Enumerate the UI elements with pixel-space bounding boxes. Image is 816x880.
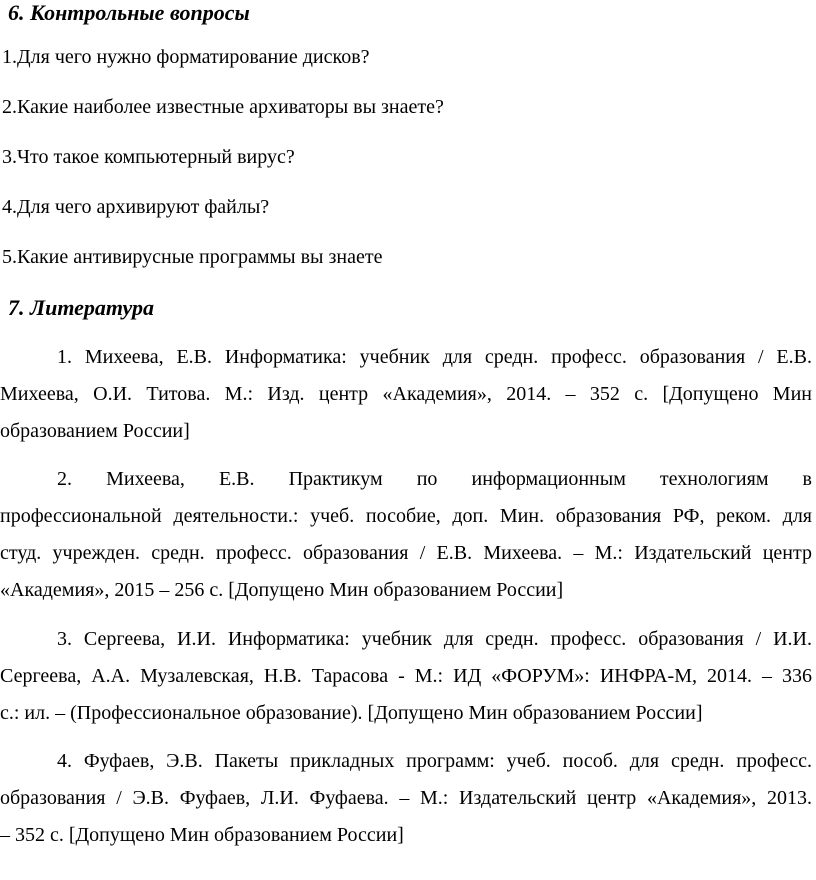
reference-line: «Академия», 2015 – 256 с. [Допущено Мин образованием России] (0, 579, 564, 601)
reference-line: Михеева, О.И. Титова. М.: Изд. центр «Академия», 2014. – 352 с. [Допущено Мин (0, 383, 812, 405)
reference-line: образования / Э.В. Фуфаев, Л.И. Фуфаева. – М.: Издательский центр «Академия», 2013. (0, 787, 812, 809)
reference-item-4 (0, 743, 812, 854)
question-item-2: 2.Какие наиболее известные архиваторы вы знаете? (2, 96, 444, 118)
reference-line: – 352 с. [Допущено Мин образованием России] (0, 824, 404, 846)
reference-item-1 (0, 339, 812, 450)
reference-item-3 (0, 621, 812, 732)
question-item-1: 1.Для чего нужно форматирование дисков? (2, 46, 370, 68)
literature-heading: 7. Литература (8, 295, 154, 320)
control-questions-list (0, 45, 812, 270)
control-questions-heading: 6. Контрольные вопросы (8, 0, 250, 25)
literature-list (0, 339, 812, 854)
reference-line: 3. Сергеева, И.И. Информатика: учебник для средн. професс. образования / И.И. (57, 628, 812, 650)
reference-line: студ. учрежден. средн. професс. образования / Е.В. Михеева. – М.: Издательский центр (0, 542, 812, 564)
question-item-5: 5.Какие антивирусные программы вы знаете (2, 246, 383, 268)
reference-line: профессиональной деятельности.: учеб. пособие, доп. Мин. образования РФ, реком. для (0, 505, 812, 527)
reference-line: 2. Михеева, Е.В. Практикум по информационным технологиям в (57, 468, 812, 490)
reference-line: 1. Михеева, Е.В. Информатика: учебник для средн. професс. образования / Е.В. (57, 346, 812, 368)
reference-item-2 (0, 461, 812, 609)
reference-line: Сергеева, А.А. Музалевская, Н.В. Тарасова - М.: ИД «ФОРУМ»: ИНФРА-М, 2014. – 336 (0, 665, 812, 687)
reference-line: с.: ил. – (Профессиональное образование). [Допущено Мин образованием России] (0, 702, 703, 724)
reference-line: образованием России] (0, 420, 190, 442)
question-item-3: 3.Что такое компьютерный вирус? (2, 146, 295, 168)
reference-line: 4. Фуфаев, Э.В. Пакеты прикладных программ: учеб. пособ. для средн. професс. (57, 750, 812, 772)
question-item-4: 4.Для чего архивируют файлы? (2, 196, 270, 218)
